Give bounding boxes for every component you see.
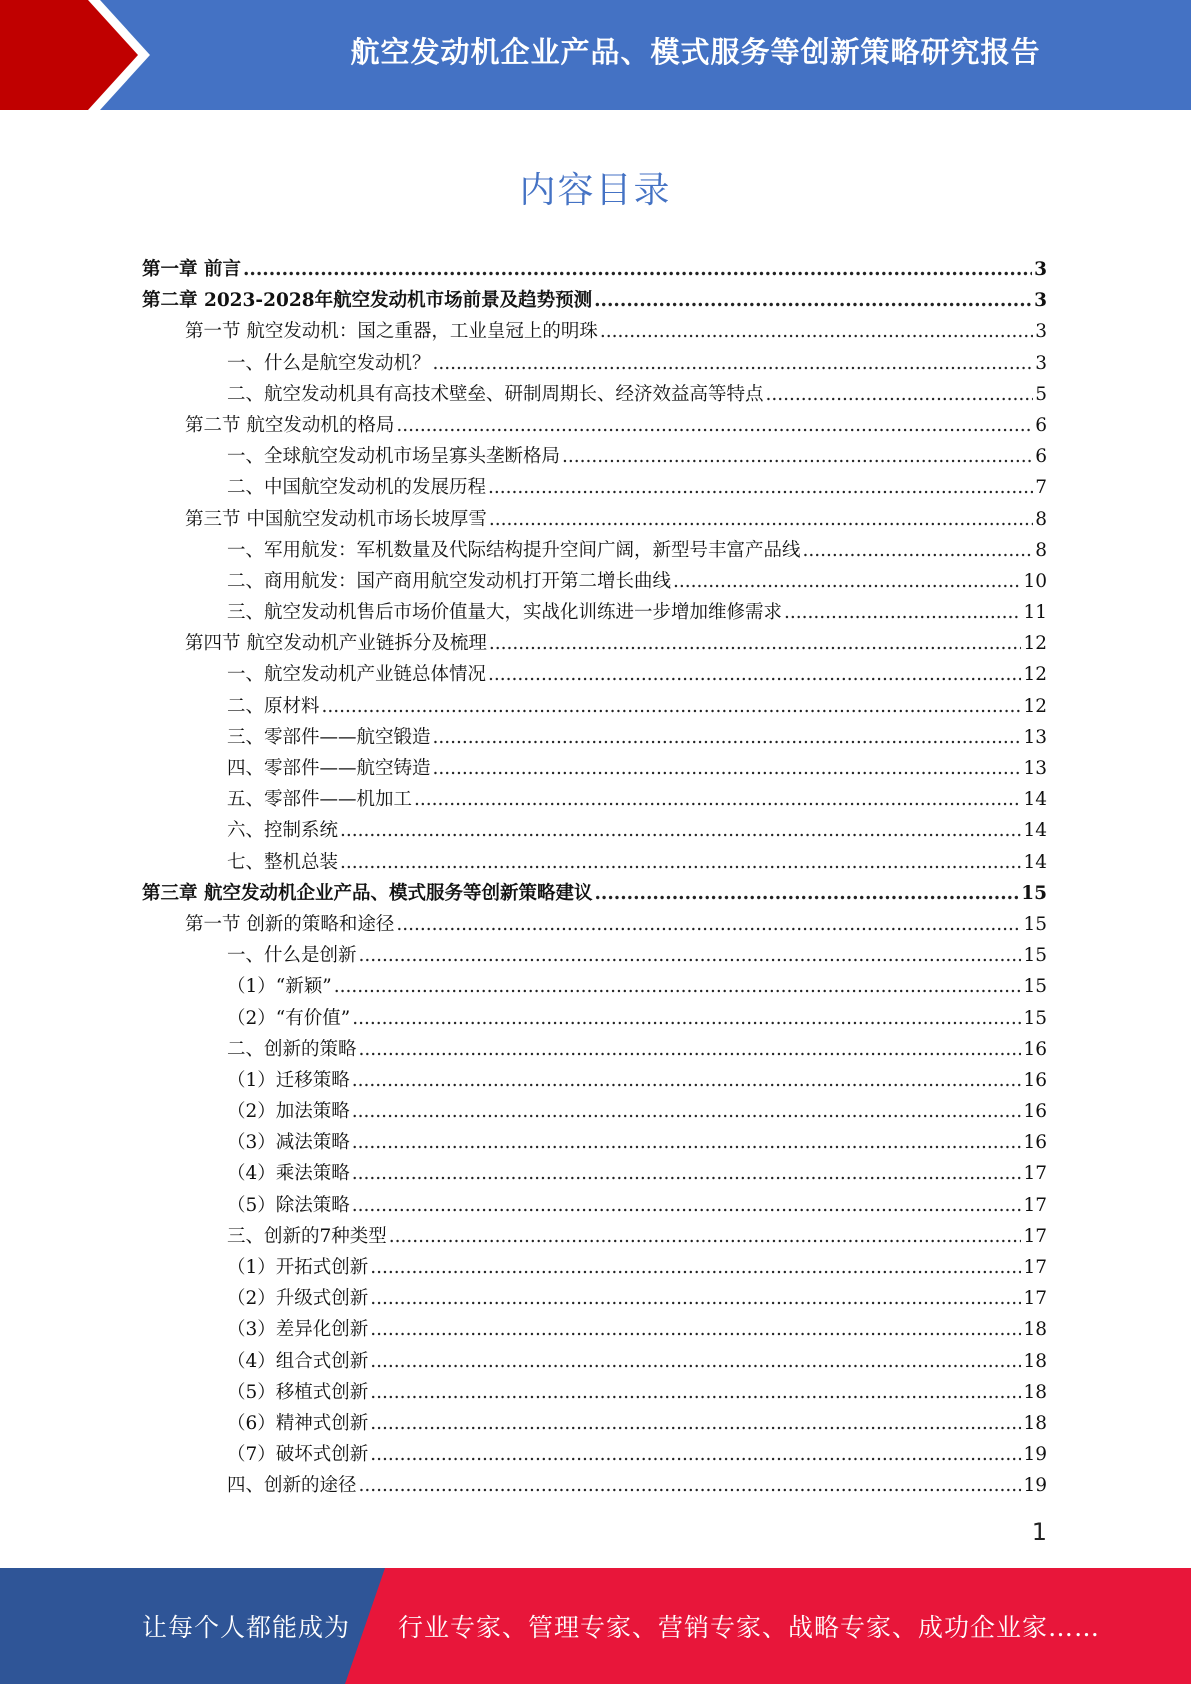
toc-entry-page: 14: [1023, 851, 1047, 873]
toc-entry[interactable]: [142, 628, 1047, 659]
toc-entry[interactable]: [142, 878, 1047, 909]
toc-entry-label: 一、军用航发：军机数量及代际结构提升空间广阔，新型号丰富产品线: [227, 539, 801, 561]
toc-entry[interactable]: [142, 316, 1047, 347]
toc-entry-page: 7: [1035, 477, 1047, 499]
toc-entry[interactable]: [142, 1190, 1047, 1221]
toc-entry[interactable]: [142, 1158, 1047, 1189]
toc-entry-page: 17: [1023, 1225, 1047, 1247]
toc-entry-label: （1）迁移策略: [227, 1069, 350, 1091]
toc-entry[interactable]: [142, 815, 1047, 846]
toc-entry-label: 第一节 航空发动机：国之重器，工业皇冠上的明珠: [185, 321, 598, 343]
toc-entry[interactable]: [142, 1065, 1047, 1096]
toc-entry[interactable]: [142, 1127, 1047, 1158]
toc-entry-label: （5）移植式创新: [227, 1381, 369, 1403]
toc-entry[interactable]: [142, 504, 1047, 535]
toc-entry[interactable]: [142, 1034, 1047, 1065]
toc-entry-label: （4）乘法策略: [227, 1163, 350, 1185]
toc-entry-page: 3: [1034, 259, 1047, 280]
toc-entry-page: 12: [1023, 633, 1047, 655]
page-number: 1: [1031, 1518, 1047, 1546]
toc-entry-page: 15: [1023, 945, 1047, 967]
toc-entry-page: 19: [1023, 1475, 1047, 1497]
toc-entry[interactable]: [142, 1408, 1047, 1439]
toc-entry-page: 8: [1035, 508, 1047, 530]
toc-entry-page: 14: [1023, 789, 1047, 811]
toc-dot-leader: [433, 753, 1022, 784]
toc-dot-leader: [352, 1158, 1022, 1189]
toc-entry-label: （2）加法策略: [227, 1101, 350, 1123]
toc-entry-page: 16: [1023, 1101, 1047, 1123]
toc-entry-label: 二、航空发动机具有高技术壁垒、研制周期长、经济效益高等特点: [227, 383, 764, 405]
toc-dot-leader: [352, 1127, 1022, 1158]
toc-entry-page: 15: [1021, 882, 1047, 904]
footer-slogan-right: 行业专家、管理专家、营销专家、战略专家、成功企业家……: [398, 1613, 1101, 1642]
toc-dot-leader: [489, 628, 1022, 659]
toc-entry-page: 15: [1023, 976, 1047, 998]
toc-dot-leader: [488, 472, 1033, 503]
toc-entry-label: 五、零部件——机加工: [227, 789, 413, 811]
toc-entry-label: （1）开拓式创新: [227, 1257, 369, 1278]
toc-dot-leader: [784, 597, 1021, 628]
toc-entry-page: 10: [1023, 570, 1047, 592]
toc-entry-label: 二、创新的策略: [227, 1038, 357, 1060]
toc-entry-label: 第四节 航空发动机产业链拆分及梳理: [185, 633, 487, 655]
toc-entry-page: 3: [1035, 321, 1047, 343]
toc-dot-leader: [352, 1096, 1022, 1127]
toc-entry[interactable]: [142, 1221, 1047, 1252]
toc-dot-leader: [370, 1283, 1021, 1314]
toc-entry-label: （7）破坏式创新: [227, 1444, 369, 1466]
toc-entry-label: 第二节 航空发动机的格局: [185, 414, 395, 436]
toc-entry-label: （1）“新颖”: [227, 976, 332, 998]
toc-entry-label: 四、创新的途径: [227, 1475, 357, 1497]
toc-entry-label: 第二章 2023-2028年航空发动机市场前景及趋势预测: [142, 290, 593, 312]
toc-dot-leader: [370, 1439, 1021, 1470]
toc-dot-leader: [340, 815, 1021, 846]
toc-dot-leader: [370, 1314, 1021, 1345]
toc-entry[interactable]: [142, 1252, 1047, 1283]
toc-entry-label: 三、创新的7种类型: [227, 1225, 387, 1247]
toc-entry-page: 6: [1035, 446, 1047, 468]
toc-entry[interactable]: [142, 940, 1047, 971]
toc-entry-page: 3: [1034, 290, 1047, 312]
toc-dot-leader: [562, 441, 1033, 472]
toc-entry-label: （2）“有价值”: [227, 1007, 351, 1029]
toc-heading: 内容目录: [519, 170, 672, 211]
toc-entry-label: 三、零部件——航空锻造: [227, 726, 431, 748]
toc-entry-label: 四、零部件——航空铸造: [227, 758, 431, 779]
header-banner: [0, 0, 1191, 110]
toc-entry-page: 18: [1023, 1350, 1047, 1372]
toc-dot-leader: [243, 254, 1032, 285]
toc-entry-label: （3）减法策略: [227, 1132, 350, 1154]
toc-dot-leader: [370, 1346, 1021, 1377]
toc-entry-page: 17: [1023, 1288, 1047, 1310]
toc-dot-leader: [359, 940, 1022, 971]
report-title: 航空发动机企业产品、模式服务等创新策略研究报告: [350, 34, 1041, 69]
toc-entry[interactable]: [142, 597, 1047, 628]
toc-entry[interactable]: [142, 1003, 1047, 1034]
toc-entry[interactable]: [142, 441, 1047, 472]
toc-entry[interactable]: [142, 722, 1047, 753]
toc-dot-leader: [673, 566, 1021, 597]
toc-dot-leader: [594, 878, 1019, 909]
toc-entry-label: 一、什么是创新: [227, 945, 357, 967]
toc-dot-leader: [359, 1034, 1022, 1065]
toc-entry-label: 第三节 中国航空发动机市场长坡厚雪: [185, 508, 487, 530]
footer-slogan-left: 让每个人都能成为: [142, 1613, 351, 1642]
toc-entry-label: （2）升级式创新: [227, 1288, 369, 1310]
toc-entry-label: 二、原材料: [227, 695, 320, 717]
toc-entry[interactable]: [142, 1346, 1047, 1377]
toc-dot-leader: [352, 1065, 1022, 1096]
toc-entry[interactable]: [142, 847, 1047, 878]
toc-entry-label: 第三章 航空发动机企业产品、模式服务等创新策略建议: [142, 882, 593, 904]
toc-dot-leader: [389, 1221, 1022, 1252]
toc-entry[interactable]: [142, 348, 1047, 379]
toc-entry-page: 15: [1023, 1007, 1047, 1029]
toc-entry-page: 12: [1023, 664, 1047, 686]
toc-entry[interactable]: [142, 659, 1047, 690]
toc-entry-page: 3: [1035, 352, 1047, 374]
toc-entry-page: 19: [1023, 1444, 1047, 1466]
toc-entry-label: （3）差异化创新: [227, 1319, 369, 1341]
toc-entry-label: 一、全球航空发动机市场呈寡头垄断格局: [227, 446, 561, 468]
toc-entry[interactable]: [142, 1283, 1047, 1314]
toc-dot-leader: [396, 410, 1033, 441]
toc-entry[interactable]: [142, 971, 1047, 1002]
toc-entry[interactable]: [142, 1314, 1047, 1345]
toc-entry-page: 18: [1023, 1319, 1047, 1341]
toc-entry[interactable]: [142, 1096, 1047, 1127]
toc-entry-page: 5: [1035, 383, 1047, 405]
toc-entry-page: 17: [1023, 1194, 1047, 1216]
toc-entry-page: 6: [1035, 414, 1047, 436]
toc-dot-leader: [489, 504, 1033, 535]
toc-dot-leader: [414, 784, 1021, 815]
toc-dot-leader: [488, 659, 1021, 690]
toc-dot-leader: [594, 285, 1032, 316]
toc-entry-page: 15: [1023, 913, 1047, 935]
toc-entry-page: 17: [1023, 1257, 1047, 1278]
toc-entry-label: （4）组合式创新: [227, 1350, 369, 1372]
toc-dot-leader: [352, 1003, 1021, 1034]
toc-entry-label: 一、航空发动机产业链总体情况: [227, 664, 487, 686]
toc-dot-leader: [352, 1190, 1022, 1221]
toc-entry-label: 七、整机总装: [227, 851, 339, 873]
toc-entry-label: （6）精神式创新: [227, 1412, 369, 1434]
toc-entry-label: 一、什么是航空发动机？: [227, 352, 431, 374]
toc-entry-label: 二、商用航发：国产商用航空发动机打开第二增长曲线: [227, 570, 672, 592]
toc-entry-page: 14: [1023, 820, 1047, 842]
toc-entry[interactable]: [142, 254, 1047, 285]
toc-dot-leader: [433, 348, 1034, 379]
toc-entry[interactable]: [142, 753, 1047, 784]
toc-entry-page: 18: [1023, 1412, 1047, 1434]
toc-entry-page: 16: [1023, 1069, 1047, 1091]
toc-entry[interactable]: [142, 472, 1047, 503]
toc-entry[interactable]: [142, 1439, 1047, 1470]
toc-entry-page: 12: [1023, 695, 1047, 717]
toc-dot-leader: [370, 1408, 1021, 1439]
toc-dot-leader: [433, 722, 1022, 753]
toc-entry-label: 三、航空发动机售后市场价值量大，实战化训练进一步增加维修需求: [227, 602, 783, 624]
toc-entry-page: 13: [1023, 758, 1047, 779]
toc-dot-leader: [370, 1377, 1021, 1408]
toc-entry[interactable]: [142, 784, 1047, 815]
toc-entry-label: （5）除法策略: [227, 1194, 350, 1216]
toc-entry-label: 第一章 前言: [142, 259, 241, 280]
toc-entry[interactable]: [142, 909, 1047, 940]
toc-dot-leader: [600, 316, 1033, 347]
toc-entry-page: 16: [1023, 1038, 1047, 1060]
toc-dot-leader: [803, 535, 1034, 566]
toc-entry[interactable]: [142, 1377, 1047, 1408]
toc-dot-leader: [322, 691, 1022, 722]
toc-entry[interactable]: [142, 410, 1047, 441]
toc-dot-leader: [359, 1470, 1022, 1501]
toc-entry[interactable]: [142, 379, 1047, 410]
toc-entry[interactable]: [142, 285, 1047, 316]
toc-dot-leader: [766, 379, 1034, 410]
toc-dot-leader: [370, 1252, 1021, 1283]
toc-entry-label: 六、控制系统: [227, 820, 339, 842]
toc-entry-page: 11: [1023, 602, 1047, 624]
toc-dot-leader: [334, 971, 1022, 1002]
toc-entry-label: 第一节 创新的策略和途径: [185, 913, 395, 935]
toc-entry-page: 17: [1023, 1163, 1047, 1185]
toc-entry-page: 18: [1023, 1381, 1047, 1403]
toc-entry[interactable]: [142, 1470, 1047, 1501]
footer-banner: [0, 1568, 1191, 1684]
toc-dot-leader: [396, 909, 1021, 940]
toc-entry[interactable]: [142, 535, 1047, 566]
table-of-contents: [142, 254, 1047, 1502]
toc-entry-page: 16: [1023, 1132, 1047, 1154]
toc-entry-page: 13: [1023, 726, 1047, 748]
toc-entry-page: 8: [1035, 539, 1047, 561]
toc-entry[interactable]: [142, 566, 1047, 597]
toc-entry[interactable]: [142, 691, 1047, 722]
toc-entry-label: 二、中国航空发动机的发展历程: [227, 477, 487, 499]
toc-dot-leader: [340, 847, 1021, 878]
